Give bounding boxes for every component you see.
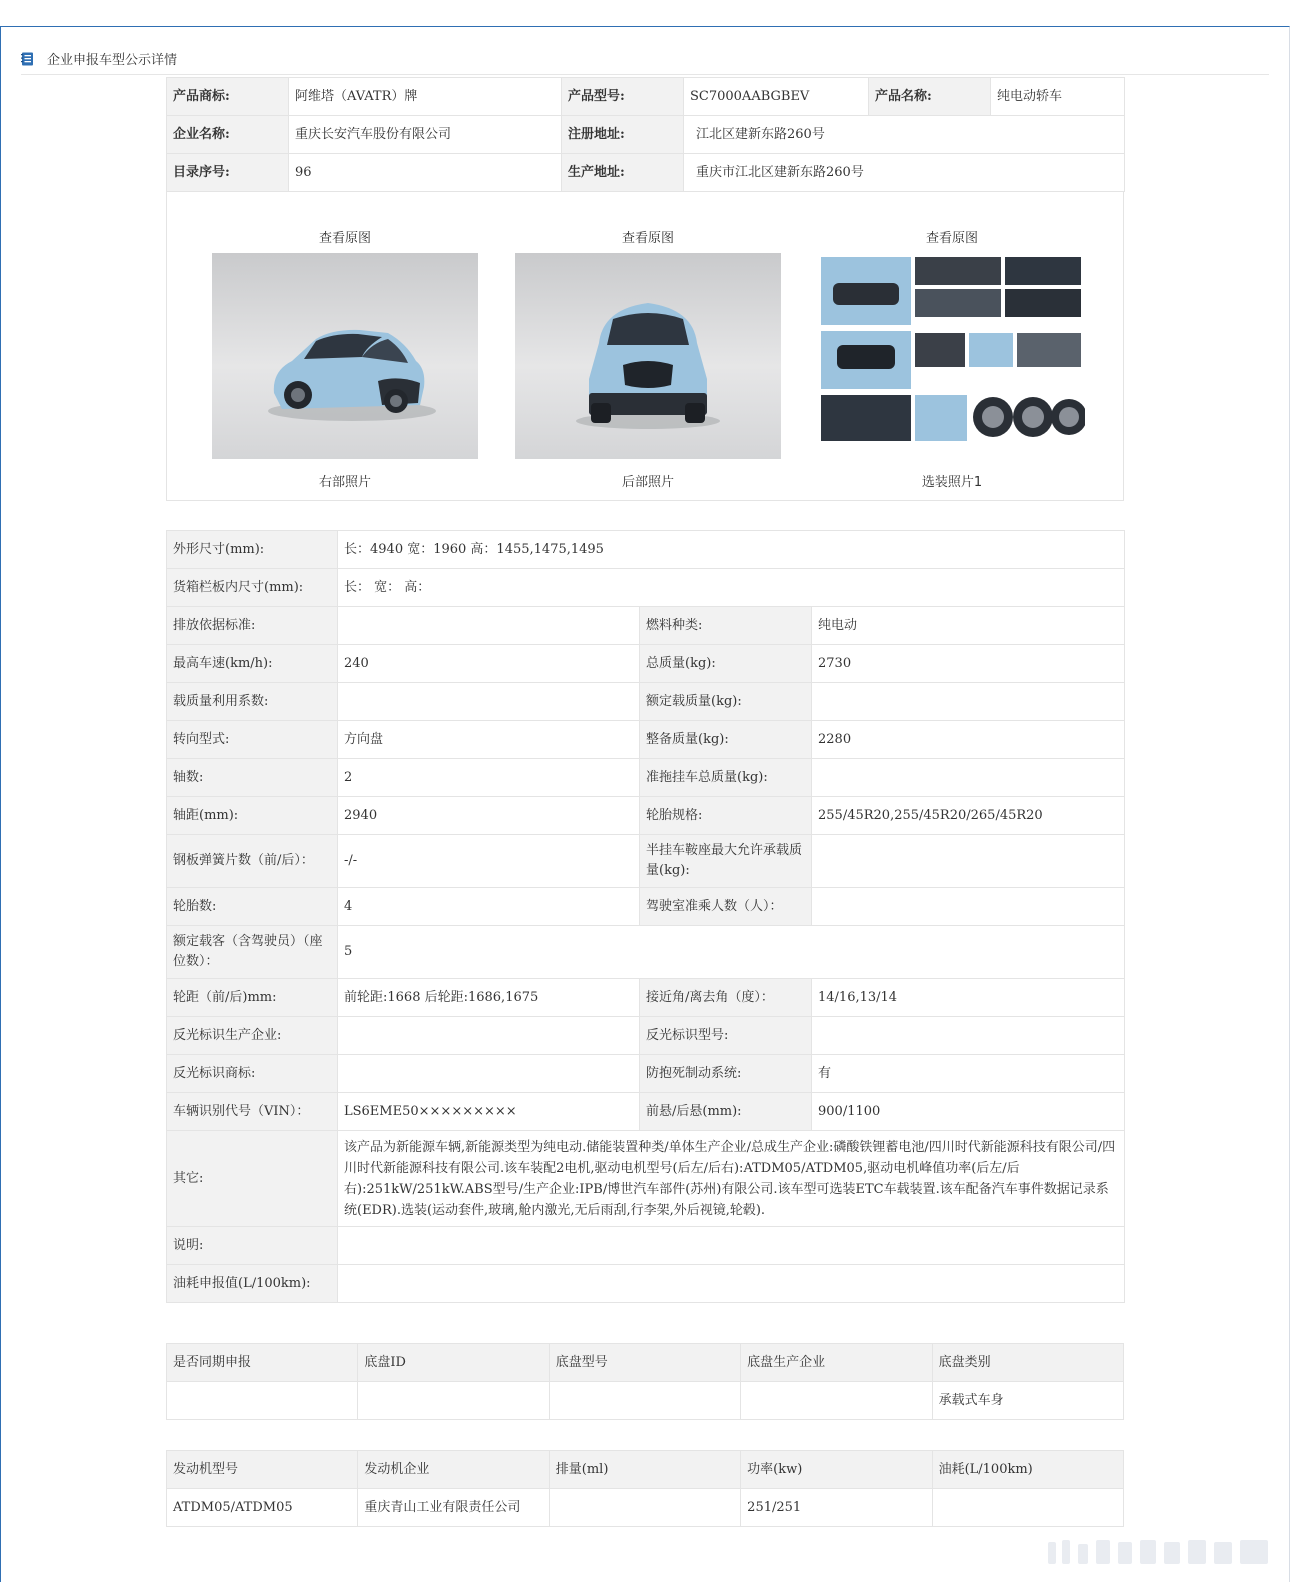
table-row [167,1055,1125,1093]
rated-load-label: 额定载质量(kg): [640,683,812,721]
view-original-link[interactable]: 查看原图 [925,231,978,246]
table-header-row [167,1451,1124,1489]
tires-label: 轮胎数: [167,888,338,926]
fuel-report-value [338,1265,1125,1303]
abs-label: 防抱死制动系统: [640,1055,812,1093]
track-label: 轮距（前/后)mm: [167,979,338,1017]
table-row [167,78,1125,116]
axles-value: 2 [338,759,640,797]
refl-brand-value [338,1055,640,1093]
column-header: 底盘ID [358,1344,549,1382]
table-row [167,888,1125,926]
company-value: 重庆长安汽车股份有限公司 [289,116,562,154]
overhang-label: 前悬/后悬(mm): [640,1093,812,1131]
angle-value: 14/16,13/14 [812,979,1125,1017]
total-mass-label: 总质量(kg): [640,645,812,683]
dims-value: 长：4940 宽：1960 高：1455,1475,1495 [338,531,1125,569]
refl-model-value [812,1017,1125,1055]
column-header: 底盘类别 [932,1344,1123,1382]
panel-header [21,43,1269,75]
saddle-value [812,835,1125,888]
abs-value: 有 [812,1055,1125,1093]
other-value: 该产品为新能源车辆,新能源类型为纯电动.储能装置种类/单体生产企业/总成生产企业:磷酸铁锂蓄电池/四川时代新能源科技有限公司/四川时代新能源科技有限公司.该车装配2电机,驱动电机型号(后左/后右):ATDM05/ATDM05,驱动电机峰值功率(后左/后右):251kW/251kW.ABS型号/生产企业:IPB/博世汽车部件(苏州)有限公司.该车型可选装ETC车载装置.该车配备汽车事件数据记录系统(EDR).选装(运动套件,玻璃,舱内激光,无后雨刮,行李架,外后视镜,轮毂). [338,1131,1125,1227]
cargo-value: 长： 宽： 高： [338,569,1125,607]
column-header: 发动机企业 [358,1451,549,1489]
table-row [167,116,1125,154]
photo-rear [515,191,781,490]
table-row [167,683,1125,721]
table-cell [549,1489,740,1527]
tire-value: 255/45R20,255/45R20/265/45R20 [812,797,1125,835]
brand-label: 产品商标: [167,78,289,116]
table-row [167,759,1125,797]
load-coef-value [338,683,640,721]
photo-option [819,191,1085,490]
seats-label: 额定载客（含驾驶员）（座位数）： [167,926,338,979]
photo-right [212,191,478,490]
speed-label: 最高车速(km/h): [167,645,338,683]
photo-caption: 后部照片 [621,475,674,490]
table-row [167,1489,1124,1527]
table-row [167,569,1125,607]
wheelbase-label: 轴距(mm): [167,797,338,835]
axles-label: 轴数: [167,759,338,797]
catalog-value: 96 [289,154,562,192]
watermark-icon [1044,1536,1274,1568]
table-row [167,926,1125,979]
right-photo-image[interactable] [212,253,478,459]
curb-label: 整备质量(kg): [640,721,812,759]
refl-maker-label: 反光标识生产企业: [167,1017,338,1055]
fuel-value: 纯电动 [812,607,1125,645]
table-header-row [167,1344,1124,1382]
spec-table [166,530,1125,1303]
photo-caption: 选装照片1 [921,475,983,490]
table-cell: 承载式车身 [932,1382,1123,1420]
model-value: SC7000AABGBEV [684,78,869,116]
option-photo-image[interactable] [819,253,1085,459]
cab-label: 驾驶室准乘人数（人）： [640,888,812,926]
table-row [167,1227,1125,1265]
company-label: 企业名称: [167,116,289,154]
column-header: 是否同期申报 [167,1344,358,1382]
rated-load-value [812,683,1125,721]
table-cell [358,1382,549,1420]
table-row [167,531,1125,569]
table-row [167,979,1125,1017]
model-label: 产品型号: [562,78,684,116]
table-row [167,1093,1125,1131]
rear-photo-image[interactable] [515,253,781,459]
product-name-value: 纯电动轿车 [991,78,1125,116]
spring-label: 钢板弹簧片数（前/后）： [167,835,338,888]
catalog-label: 目录序号: [167,154,289,192]
total-mass-value: 2730 [812,645,1125,683]
reg-addr-label: 注册地址: [562,116,684,154]
table-row [167,835,1125,888]
column-header: 底盘生产企业 [741,1344,932,1382]
table-cell [932,1489,1123,1527]
basic-info-table [166,77,1125,192]
tires-value: 4 [338,888,640,926]
table-cell: ATDM05/ATDM05 [167,1489,358,1527]
table-row [167,1131,1125,1227]
tow-label: 准拖挂车总质量(kg): [640,759,812,797]
prod-addr-value: 重庆市江北区建新东路260号 [684,154,1125,192]
steering-value: 方向盘 [338,721,640,759]
vin-label: 车辆识别代号（VIN）： [167,1093,338,1131]
vin-value: LS6EME50××××××××× [338,1093,640,1131]
angle-label: 接近角/离去角（度）： [640,979,812,1017]
desc-value [338,1227,1125,1265]
refl-brand-label: 反光标识商标: [167,1055,338,1093]
column-header: 底盘型号 [549,1344,740,1382]
overhang-value: 900/1100 [812,1093,1125,1131]
refl-model-label: 反光标识型号: [640,1017,812,1055]
brand-value: 阿维塔（AVATR）牌 [289,78,562,116]
table-row [167,607,1125,645]
table-row [167,797,1125,835]
chassis-table [166,1343,1124,1420]
column-header: 排量(ml) [549,1451,740,1489]
load-coef-label: 载质量利用系数: [167,683,338,721]
cargo-label: 货箱栏板内尺寸(mm): [167,569,338,607]
table-cell [549,1382,740,1420]
fuel-report-label: 油耗申报值(L/100km): [167,1265,338,1303]
table-row [167,154,1125,192]
spring-value: -/- [338,835,640,888]
curb-value: 2280 [812,721,1125,759]
table-row [167,721,1125,759]
refl-maker-value [338,1017,640,1055]
speed-value: 240 [338,645,640,683]
column-header: 油耗(L/100km) [932,1451,1123,1489]
table-cell: 251/251 [741,1489,932,1527]
fuel-label: 燃料种类: [640,607,812,645]
reg-addr-value: 江北区建新东路260号 [684,116,1125,154]
table-cell: 重庆青山工业有限责任公司 [358,1489,549,1527]
prod-addr-label: 生产地址: [562,154,684,192]
view-original-link[interactable]: 查看原图 [318,231,371,246]
tow-value [812,759,1125,797]
table-row [167,645,1125,683]
product-name-label: 产品名称: [869,78,991,116]
emission-label: 排放依据标准: [167,607,338,645]
table-row [167,1382,1124,1420]
view-original-link[interactable]: 查看原图 [621,231,674,246]
desc-label: 说明: [167,1227,338,1265]
table-row [167,1265,1125,1303]
column-header: 发动机型号 [167,1451,358,1489]
table-cell [741,1382,932,1420]
page-title: 企业申报车型公示详情 [47,53,178,68]
cab-value [812,888,1125,926]
seats-value: 5 [338,926,1125,979]
wheelbase-value: 2940 [338,797,640,835]
table-row [167,1017,1125,1055]
saddle-label: 半挂车鞍座最大允许承载质量(kg): [640,835,812,888]
photo-gallery [166,191,1124,501]
photo-caption: 右部照片 [318,475,371,490]
document-list-icon [21,52,35,66]
dims-label: 外形尺寸(mm): [167,531,338,569]
emission-value [338,607,640,645]
column-header: 功率(kw) [741,1451,932,1489]
table-cell [167,1382,358,1420]
steering-label: 转向型式: [167,721,338,759]
tire-label: 轮胎规格: [640,797,812,835]
track-value: 前轮距:1668 后轮距:1686,1675 [338,979,640,1017]
other-label: 其它: [167,1131,338,1227]
engine-table [166,1450,1124,1527]
